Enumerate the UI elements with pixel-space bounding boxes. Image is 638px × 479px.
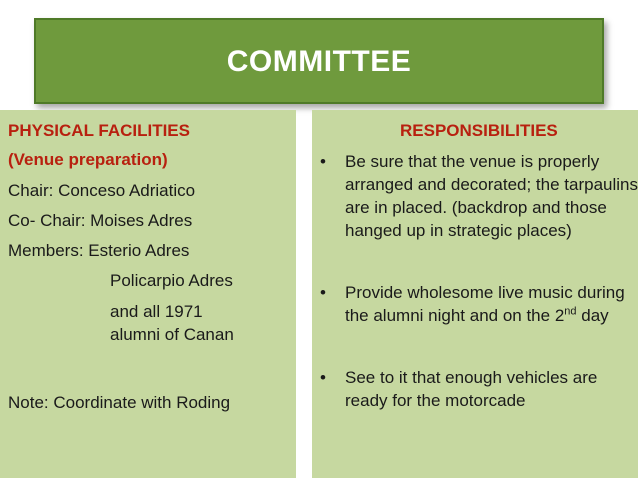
- member-alumni-line1: and all 1971: [110, 302, 203, 321]
- cochair-line: Co- Chair: Moises Adres: [8, 211, 193, 230]
- committee-subheading: (Venue preparation): [8, 150, 168, 169]
- responsibility-item-vehicles: [320, 366, 638, 414]
- ordinal-suffix: nd: [564, 305, 577, 318]
- chair-line: Chair: Conceso Adriatico: [8, 181, 196, 200]
- responsibilities-heading: RESPONSIBILITIES: [400, 121, 558, 140]
- member-alumni-line2: alumni of Canan: [110, 325, 234, 344]
- member-policarpio: Policarpio Adres: [110, 271, 233, 290]
- note-line: Note: Coordinate with Roding: [8, 393, 231, 412]
- page-title: COMMITTEE: [226, 45, 412, 78]
- responsibility-item-venue: [320, 150, 638, 265]
- bullet-icon: •: [320, 283, 326, 302]
- physical-facilities-panel: [0, 110, 296, 478]
- title-banner: [34, 18, 604, 104]
- members-line: Members: Esterio Adres: [8, 241, 190, 260]
- responsibilities-panel: [312, 110, 638, 478]
- committee-heading: PHYSICAL FACILITIES: [8, 121, 190, 140]
- responsibility-text: Be sure that the venue is properly arranged and decorated; the tarpaulins are in placed. (backdrop and those hanged up in strategic places): [345, 152, 638, 240]
- responsibility-text-music: Provide wholesome live music during the alumni night and on the 2nd day: [345, 283, 625, 325]
- responsibility-text: See to it that enough vehicles are ready for the motorcade: [345, 368, 598, 410]
- bullet-icon: •: [320, 368, 326, 387]
- bullet-icon: •: [320, 152, 326, 171]
- responsibility-item-music: [320, 281, 638, 351]
